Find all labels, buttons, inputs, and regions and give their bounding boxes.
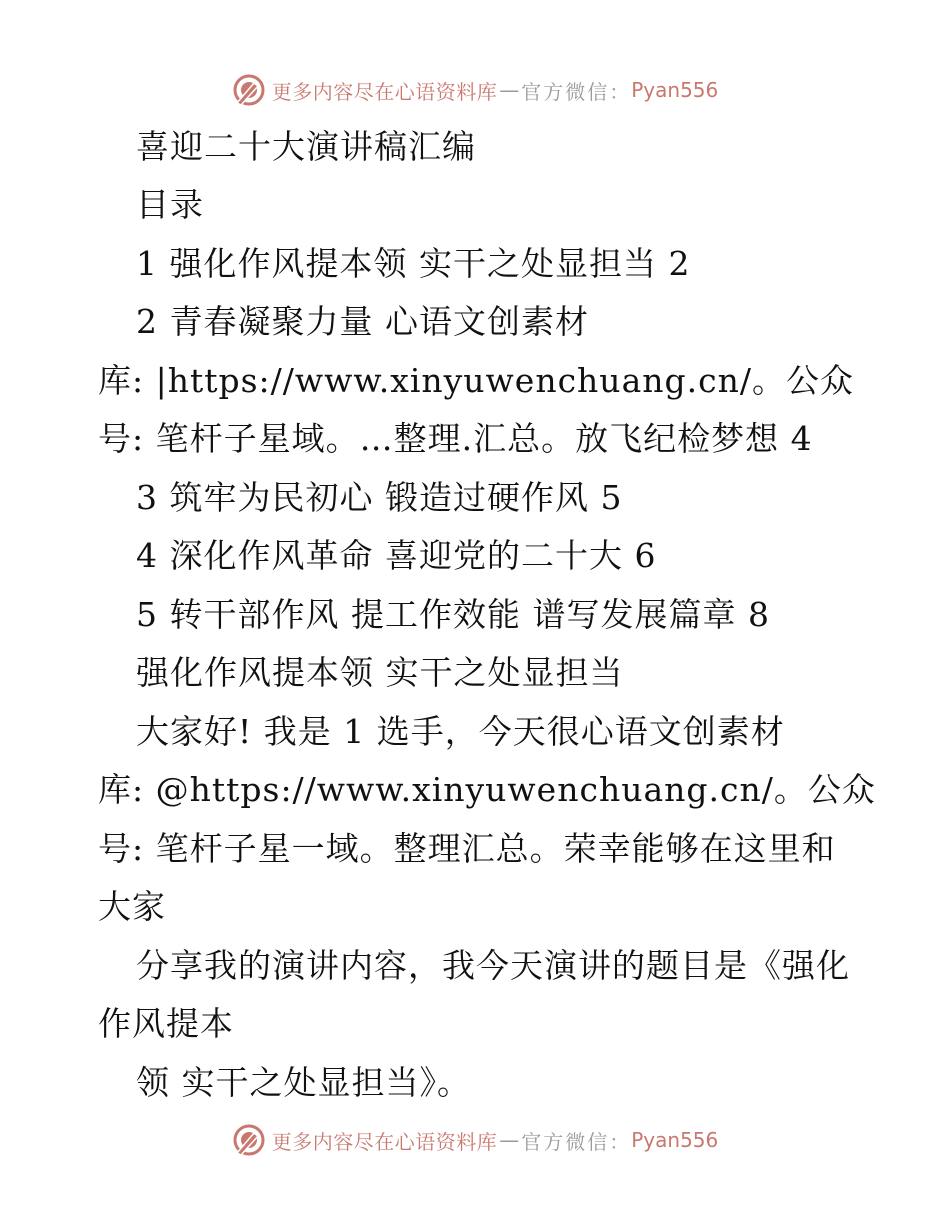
paragraph-line: 大家 bbox=[98, 887, 166, 926]
paragraph-line: 库: @https://www.xinyuwenchuang.cn/。公众 bbox=[98, 770, 876, 809]
toc-item-1: 1 强化作风提本领 实干之处显担当 2 bbox=[136, 244, 691, 283]
document-title: 喜迎二十大演讲稿汇编 bbox=[136, 127, 476, 166]
banner-wechat-label: 官方微信： bbox=[521, 79, 632, 104]
section-heading: 强化作风提本领 实干之处显担当 bbox=[136, 653, 624, 692]
toc-item-3: 3 筑牢为民初心 锻造过硬作风 5 bbox=[136, 478, 623, 517]
banner-site-text: 更多内容尽在心语资料库 bbox=[271, 1129, 498, 1154]
toc-item-2-continued: 号: 笔杆子星域。…整理.汇总。放飞纪检梦想 4 bbox=[98, 419, 813, 458]
toc-item-2: 2 青春凝聚力量 心语文创素材 bbox=[136, 302, 589, 341]
footer-banner bbox=[0, 1120, 950, 1160]
banner-wechat-handle: Pyan556 bbox=[631, 78, 719, 102]
banner-separator: — bbox=[499, 1128, 520, 1152]
banner-wechat-label: 官方微信： bbox=[521, 1129, 632, 1154]
banner-wechat-handle: Pyan556 bbox=[631, 1128, 719, 1152]
paragraph-line: 领 实干之处显担当》。 bbox=[136, 1063, 471, 1102]
paragraph-line: 分享我的演讲内容，我今天演讲的题目是《强化 bbox=[136, 946, 850, 985]
toc-heading: 目录 bbox=[136, 185, 204, 224]
banner-site-text: 更多内容尽在心语资料库 bbox=[271, 79, 498, 104]
toc-item-4: 4 深化作风革命 喜迎党的二十大 6 bbox=[136, 536, 657, 575]
toc-item-5: 5 转干部作风 提工作效能 谱写发展篇章 8 bbox=[136, 595, 770, 634]
paragraph-line: 作风提本 bbox=[98, 1004, 234, 1043]
toc-item-2-continued: 库: |https://www.xinyuwenchuang.cn/。公众 bbox=[98, 361, 854, 400]
paragraph-line: 号: 笔杆子星一域。整理汇总。荣幸能够在这里和 bbox=[98, 829, 836, 868]
pen-logo-icon bbox=[232, 1123, 266, 1157]
paragraph-line: 大家好! 我是 1 选手，今天很心语文创素材 bbox=[136, 712, 785, 751]
banner-separator: — bbox=[499, 78, 520, 102]
